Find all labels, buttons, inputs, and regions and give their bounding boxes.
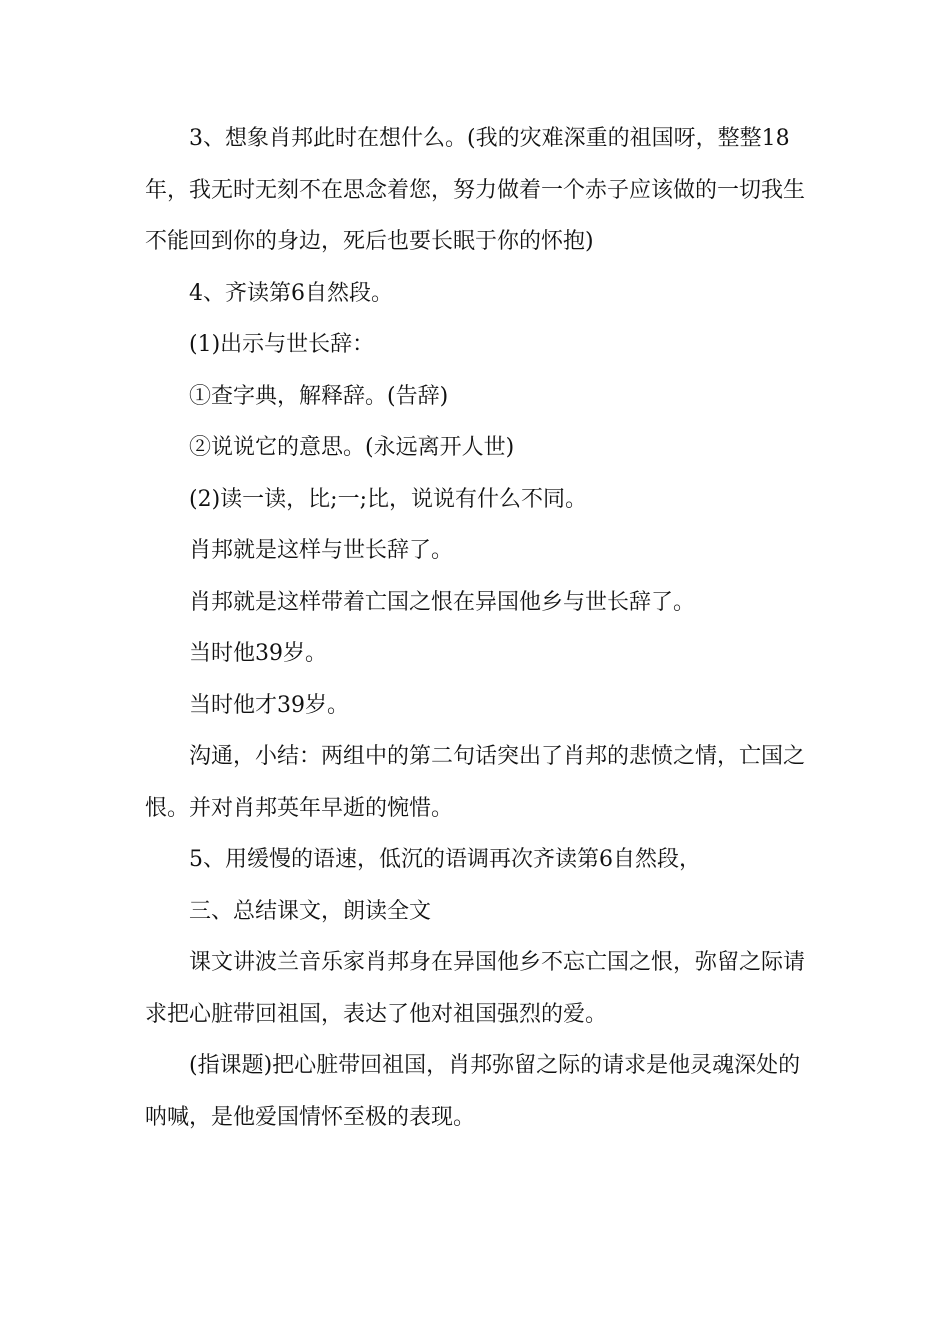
- document-body: [145, 113, 815, 1143]
- paragraph-explain-meaning: ②说说它的意思。(永远离开人世): [189, 435, 515, 460]
- paragraph-imagine-chopin-thoughts: 3、想象肖邦此时在想什么。(我的灾难深重的祖国呀，整整18年，我无时无刻不在思念着您，努力做着一个赤子应该做的一切我生不能回到你的身边，死后也要长眠于你的怀抱): [145, 126, 806, 254]
- paragraph-read-section-6: 4、齐读第6自然段。: [189, 280, 393, 306]
- paragraph-sentence-a1: 肖邦就是这样与世长辞了。: [189, 538, 454, 563]
- paragraph-sentence-a2: 肖邦就是这样带着亡国之恨在异国他乡与世长辞了。: [189, 589, 696, 615]
- paragraph-read-and-compare: (2)读一读，比;一;比，说说有什么不同。: [189, 486, 587, 512]
- paragraph-read-again: 5、用缓慢的语速，低沉的语调再次齐读第6自然段，: [189, 847, 701, 872]
- paragraph-summary-note: 沟通，小结：两组中的第二句话突出了肖邦的悲愤之情，亡国之恨。并对肖邦英年早逝的惋惜。: [145, 744, 806, 821]
- paragraph-title-reflection: (指课题)把心脏带回祖国，肖邦弥留之际的请求是他灵魂深处的呐喊，是他爱国情怀至极的表现。: [145, 1053, 801, 1130]
- paragraph-dictionary-lookup: ①查字典，解释辞。(告辞): [189, 383, 449, 409]
- paragraph-show-term: (1)出示与世长辞：: [189, 332, 375, 357]
- section-heading-summary: 三、总结课文，朗读全文: [189, 898, 432, 924]
- paragraph-lesson-summary: 课文讲波兰音乐家肖邦身在异国他乡不忘亡国之恨，弥留之际请求把心脏带回祖国，表达了他对祖国强烈的爱。: [145, 950, 806, 1027]
- paragraph-sentence-b2: 当时他才39岁。: [189, 692, 349, 718]
- paragraph-sentence-b1: 当时他39岁。: [189, 641, 327, 666]
